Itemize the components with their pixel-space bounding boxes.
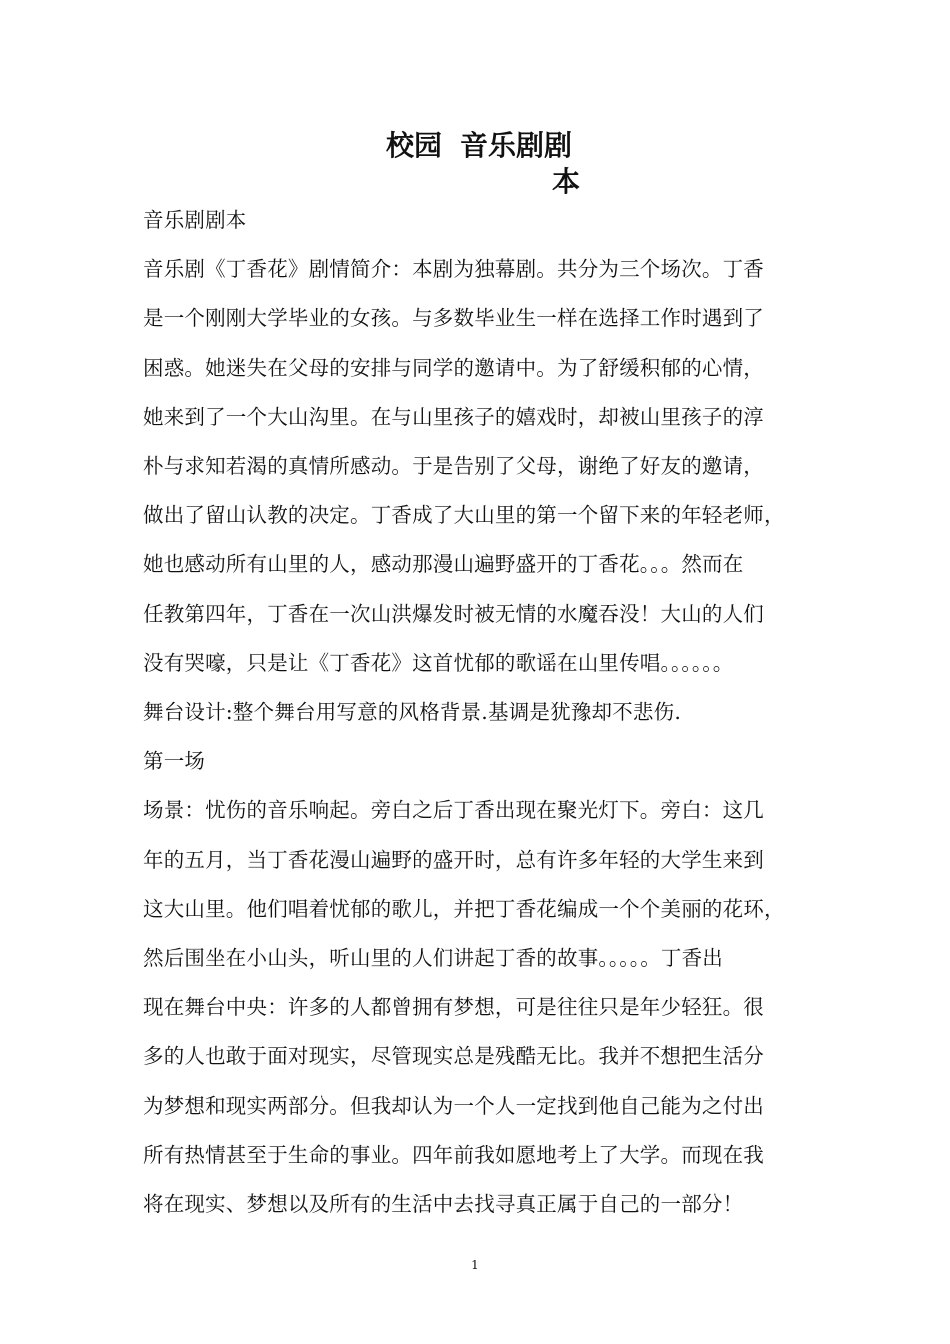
document-body xyxy=(143,196,833,1229)
body-line: 没有哭嚎，只是让《丁香花》这首忧郁的歌谣在山里传唱。。。。。。 xyxy=(143,650,734,675)
body-line: 多的人也敢于面对现实，尽管现实总是残酷无比。我并不想把生活分 xyxy=(143,1044,764,1069)
body-line: 朴与求知若渴的真情所感动。于是告别了父母，谢绝了好友的邀请， xyxy=(143,454,764,479)
title-part-1: 校园 xyxy=(385,129,442,162)
scene-heading: 第一场 xyxy=(143,749,206,774)
title-part-2: 音乐剧剧 xyxy=(460,129,573,162)
body-line: 任教第四年，丁香在一次山洪爆发时被无情的水魔吞没！大山的人们 xyxy=(143,601,764,626)
body-line: 所有热情甚至于生命的事业。四年前我如愿地考上了大学。而现在我 xyxy=(143,1142,764,1167)
title-line-1 xyxy=(0,128,950,164)
body-line: 现在舞台中央：许多的人都曾拥有梦想，可是往往只是年少轻狂。很 xyxy=(143,995,764,1020)
section-heading: 音乐剧剧本 xyxy=(143,208,247,232)
body-line: 困惑。她迷失在父母的安排与同学的邀请中。为了舒缓积郁的心情， xyxy=(143,355,764,380)
title-line-2: 本 xyxy=(551,165,580,198)
body-line: 然后围坐在小山头，听山里的人们讲起丁香的故事。。。。。丁香出 xyxy=(143,946,723,971)
body-line: 做出了留山认教的决定。丁香成了大山里的第一个留下来的年轻老师， xyxy=(143,503,785,528)
body-line: 将在现实、梦想以及所有的生活中去找寻真正属于自己的一部分！ xyxy=(143,1192,744,1217)
stage-design-line: 舞台设计:整个舞台用写意的风格背景.基调是犹豫却不悲伤. xyxy=(143,700,682,725)
body-line: 为梦想和现实两部分。但我却认为一个人一定找到他自己能为之付出 xyxy=(143,1093,764,1118)
body-line: 她也感动所有山里的人，感动那漫山遍野盛开的丁香花。。。然而在 xyxy=(143,552,744,577)
document-title xyxy=(0,128,950,200)
body-line: 这大山里。他们唱着忧郁的歌儿，并把丁香花编成一个个美丽的花环， xyxy=(143,896,785,921)
body-line: 年的五月，当丁香花漫山遍野的盛开时，总有许多年轻的大学生来到 xyxy=(143,847,764,872)
body-line: 是一个刚刚大学毕业的女孩。与多数毕业生一样在选择工作时遇到了 xyxy=(143,306,764,331)
body-line: 音乐剧《丁香花》剧情简介：本剧为独幕剧。共分为三个场次。丁香 xyxy=(143,257,764,282)
body-line: 场景：忧伤的音乐响起。旁白之后丁香出现在聚光灯下。旁白：这几 xyxy=(143,798,764,823)
body-line: 她来到了一个大山沟里。在与山里孩子的嬉戏时，却被山里孩子的淳 xyxy=(143,404,764,429)
page-number: 1 xyxy=(471,1258,479,1272)
